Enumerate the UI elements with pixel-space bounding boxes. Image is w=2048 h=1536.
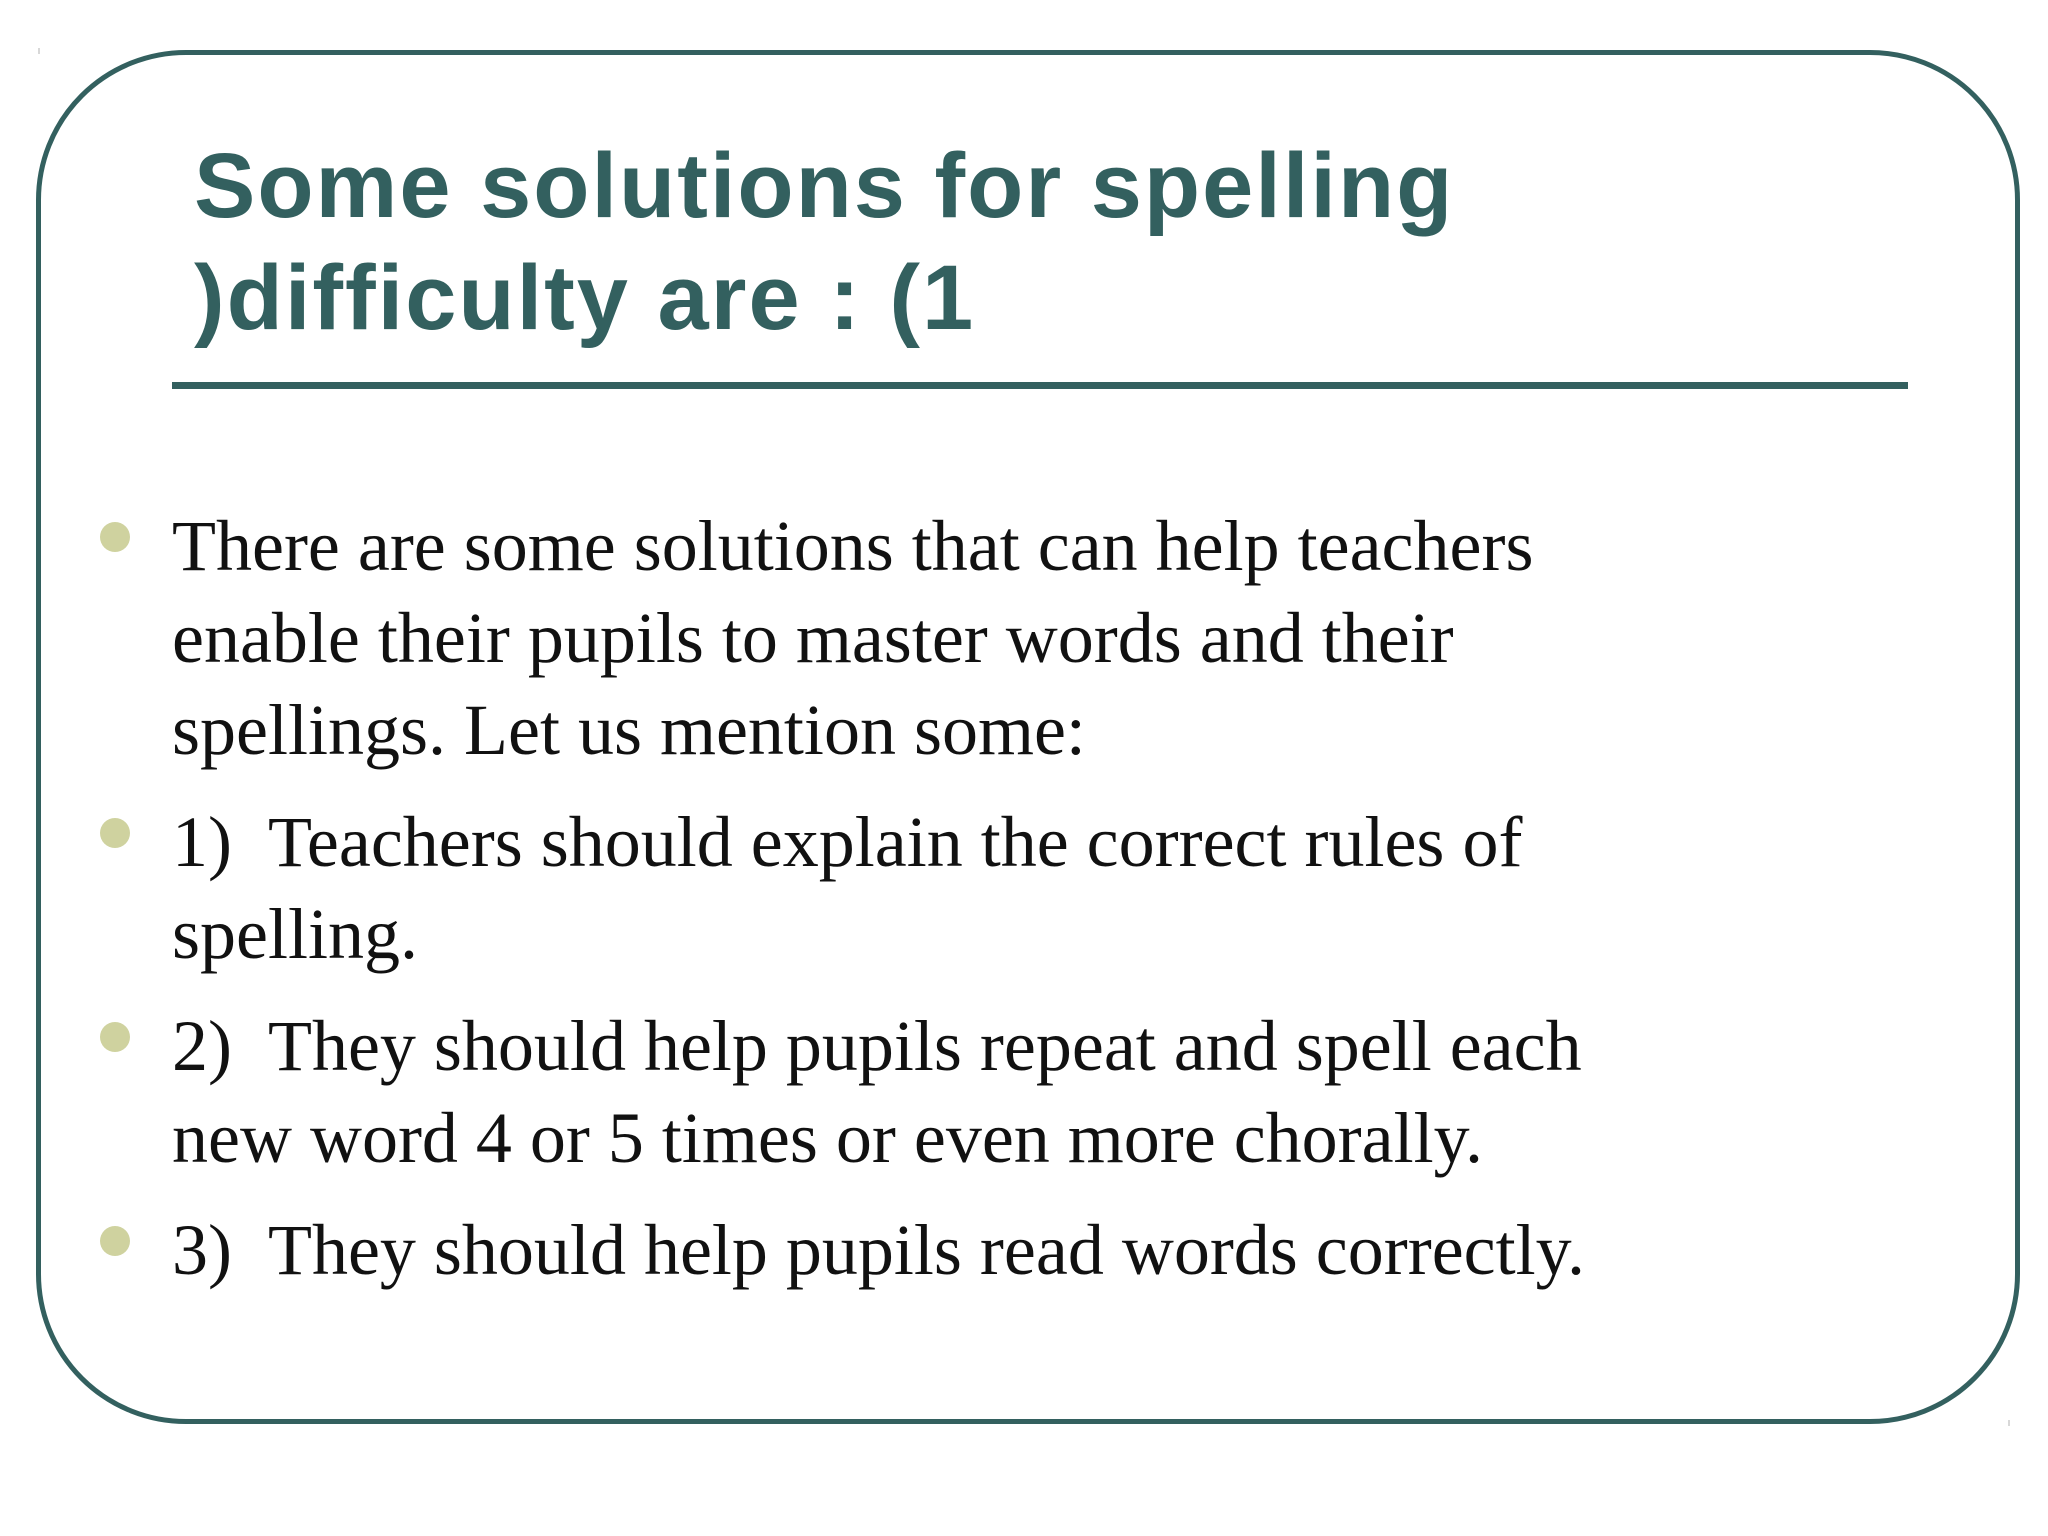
- bullet-item-1: [172, 796, 1932, 980]
- bullet-line: enable their pupils to master words and their: [172, 598, 1454, 678]
- bullet-dot-icon: [100, 1022, 130, 1052]
- title-line-1: Some solutions for spelling: [194, 135, 1455, 237]
- bullet-line: 3) They should help pupils read words correctly.: [172, 1210, 1585, 1290]
- bullet-line: 2) They should help pupils repeat and spell each: [172, 1006, 1582, 1086]
- bullet-line: new word 4 or 5 times or even more chorally.: [172, 1098, 1483, 1178]
- bullet-dot-icon: [100, 1226, 130, 1256]
- title-line-2: )difficulty are : (1: [194, 247, 976, 349]
- corner-mark-top-left: [38, 48, 40, 54]
- title-divider: [172, 382, 1908, 389]
- bullet-list: [172, 500, 1932, 1316]
- bullet-item-3: [172, 1204, 1932, 1296]
- bullet-item-2: [172, 1000, 1932, 1184]
- bullet-line: spellings. Let us mention some:: [172, 690, 1086, 770]
- bullet-line: There are some solutions that can help teachers: [172, 506, 1534, 586]
- bullet-dot-icon: [100, 522, 130, 552]
- bullet-line: 1) Teachers should explain the correct rules of: [172, 802, 1523, 882]
- bullet-line: spelling.: [172, 894, 418, 974]
- bullet-item-intro: [172, 500, 1932, 776]
- bullet-dot-icon: [100, 818, 130, 848]
- corner-mark-bottom-right: [2008, 1420, 2010, 1426]
- slide-title: [194, 130, 1894, 354]
